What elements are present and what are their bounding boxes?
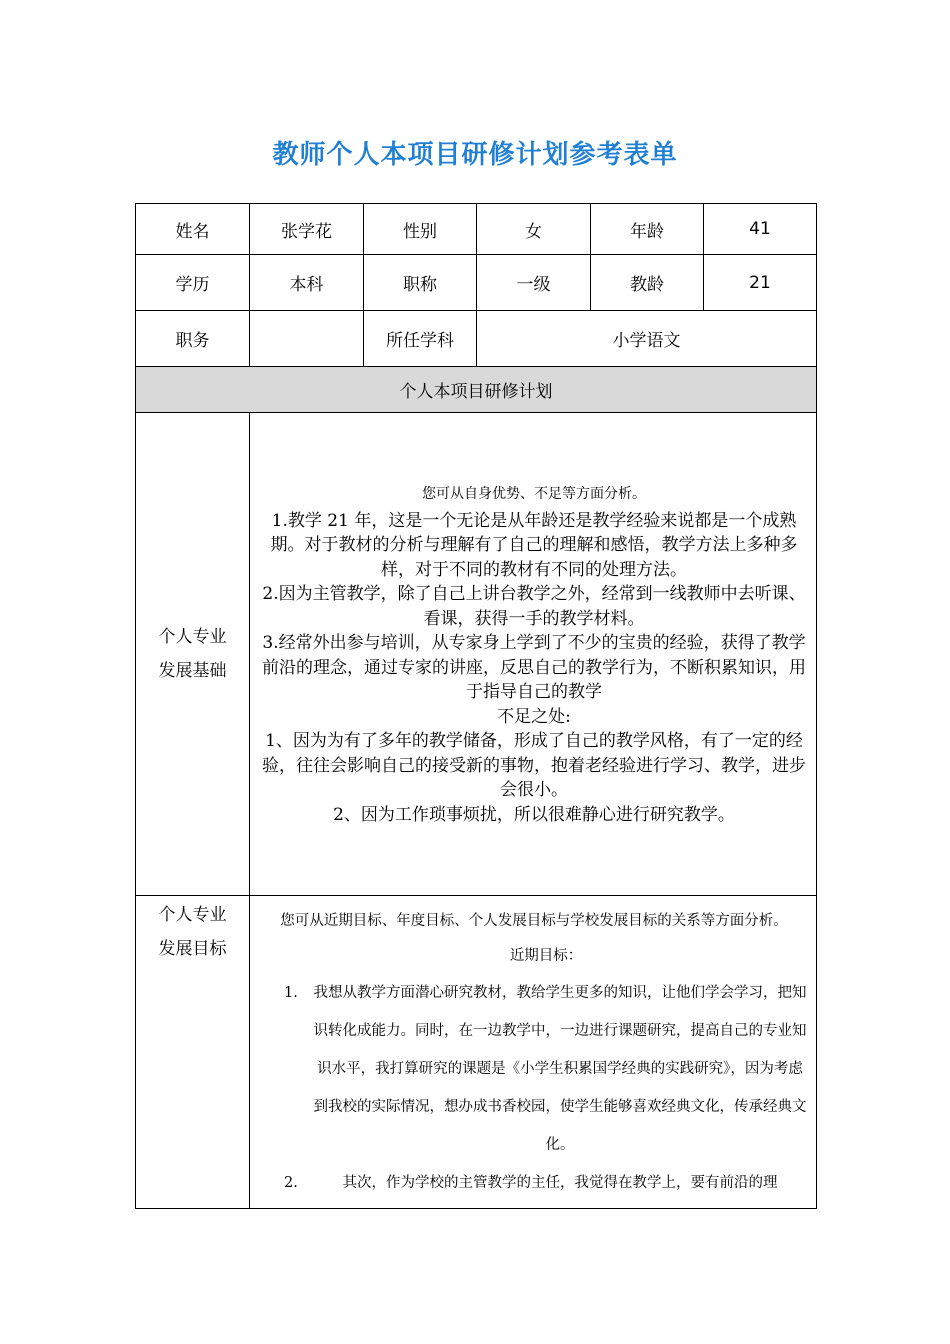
name-value: 张学花 [250,204,364,255]
gender-value: 女 [477,204,591,255]
goals-hint: 您可从近期目标、年度目标、个人发展目标与学校发展目标的关系等方面分析。 [280,913,788,929]
education-value: 本科 [250,255,364,311]
goals-row [136,896,817,1209]
document-title: 教师个人本项目研修计划参考表单 [272,140,678,170]
teacher-plan-table [135,203,817,1209]
foundation-label [136,413,250,896]
foundation-label-line1: 个人专业 [158,627,227,647]
goals-content [250,896,817,1209]
info-row-3 [136,311,817,367]
age-value: 41 [704,204,817,255]
goals-label-line1: 个人专业 [158,905,227,925]
goal-text: 其次，作为学校的主管教学的主任，我觉得在教学上，要有前沿的理 [342,1175,778,1191]
foundation-hint: 您可从自身优势、不足等方面分析。 [422,485,646,502]
goals-label-line2: 发展目标 [158,939,227,959]
foundation-paragraph: 1.教学 21 年，这是一个无论是从年龄还是教学经验来说都是一个成熟期。对于教材的分析与理解有了自己的理解和感悟，教学方法上多种多样，对于不同的教材有不同的处理方法。 [270,510,798,580]
teaching-years-label: 教龄 [591,255,704,311]
goal-number: 2. [284,1175,298,1191]
gender-label: 性别 [364,204,477,255]
rank-value: 一级 [477,255,591,311]
foundation-row [136,413,817,896]
section-header-row [136,367,817,413]
name-label: 姓名 [136,204,250,255]
foundation-paragraph: 1、因为为有了多年的教学储备，形成了自己的教学风格，有了一定的经验，往往会影响自己的接受新的事物，抱着老经验进行学习、教学，进步会很小。 [262,731,806,801]
age-label: 年龄 [591,204,704,255]
education-label: 学历 [136,255,250,311]
position-value [250,311,364,367]
goals-label [136,896,250,1209]
rank-label: 职称 [364,255,477,311]
goal-text: 我想从教学方面潜心研究教材，教给学生更多的知识，让他们学会学习，把知识转化成能力。同时，在一边教学中，一边进行课题研究，提高自己的专业知识水平，我打算研究的课题是《小学生积累国学经典的实践研究》，因为考虑到我校的实际情况，想办成书香校园，使学生能够喜欢经典文化，传承经典文化。 [313,985,807,1153]
foundation-paragraph: 2.因为主管教学，除了自己上讲台教学之外，经常到一线教师中去听课、看课，获得一手的教学材料。 [262,584,806,629]
section-title: 个人本项目研修计划 [136,367,817,413]
foundation-paragraph: 3.经常外出参与培训，从专家身上学到了不少的宝贵的经验，获得了教学前沿的理念，通过专家的讲座，反思自己的教学行为，不断积累知识，用于指导自己的教学 [262,633,806,703]
foundation-paragraph: 不足之处: [497,706,571,727]
goal-item [250,1164,816,1202]
subject-value: 小学语文 [477,311,817,367]
goals-list [250,974,816,1202]
info-row-2 [136,255,817,311]
teaching-years-value: 21 [704,255,817,311]
goal-item [250,974,816,1164]
foundation-paragraph: 2、因为工作琐事烦扰，所以很难静心进行研究教学。 [333,804,735,825]
near-term-label: 近期目标： [509,948,583,964]
position-label: 职务 [136,311,250,367]
info-row-1 [136,204,817,255]
foundation-content [250,413,817,896]
subject-label: 所任学科 [364,311,477,367]
goal-number: 1. [284,985,298,1001]
foundation-label-line2: 发展基础 [158,661,227,681]
